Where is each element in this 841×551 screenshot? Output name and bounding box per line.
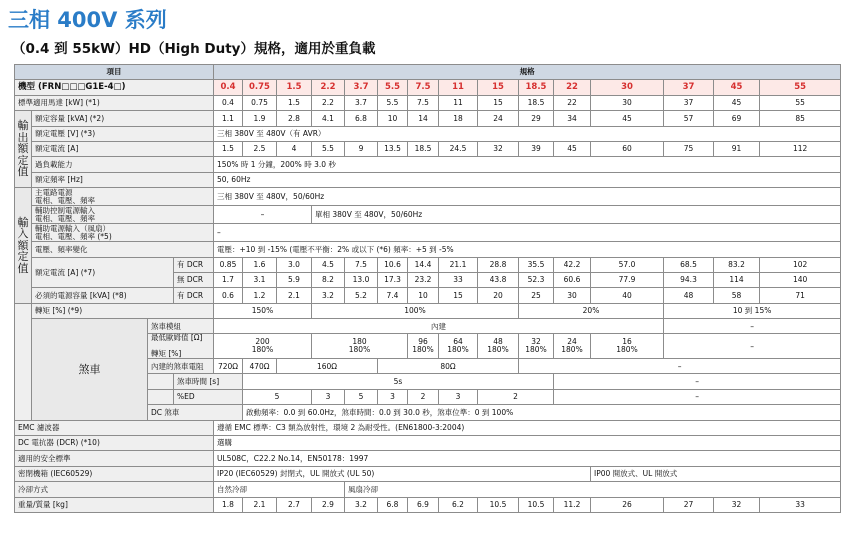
model-row — [15, 80, 841, 95]
output-capacity-cell: 18 — [439, 111, 478, 126]
output-capacity-cell: 6.8 — [345, 111, 378, 126]
weight-values-cell: 2.9 — [312, 497, 345, 512]
brake-dc-value: 啟動頻率：0.0 到 60.0Hz，煞車時間：0.0 到 30.0 秒，煞車位準：0 到 100% — [243, 405, 841, 420]
input-current-without_values-cell: 3.1 — [243, 272, 277, 287]
input-aux-value: 單相 380V 至 480V，50/60Hz — [312, 206, 841, 224]
input-current-with_values-cell: 3.0 — [277, 257, 312, 272]
output-voltage-row — [15, 126, 841, 141]
model-cell: 0.75 — [243, 80, 277, 95]
output-capacity-cell: 29 — [519, 111, 554, 126]
resistor-dash: – — [519, 359, 841, 374]
output-overload-label: 過負載能力 — [32, 157, 214, 172]
output-current-cell: 91 — [714, 141, 760, 156]
output-capacity-cell: 2.8 — [277, 111, 312, 126]
input-variation-value: 電壓：+10 到 -15% (電壓不平衡：2% 或以下 (*6) 頻率：+5 到 -5% — [214, 242, 841, 257]
dcr-without-label: 無 DCR — [174, 272, 214, 287]
braking-group-1: 200 180% — [214, 334, 312, 359]
brake-torque-value-2: 100% — [312, 303, 519, 318]
motor-label: 標準適用馬達 [kW] (*1) — [15, 95, 214, 110]
input-section-label: 輸入額定值 — [15, 188, 32, 304]
brake-transistor-dash: – — [664, 319, 841, 334]
input-fan-label: 輔助電源輸入（風扇） 電相、電壓、頻率 (*5) — [32, 224, 214, 242]
brake-transistor-value: 內建 — [214, 319, 664, 334]
enclosure-value-a: IP20 (IEC60529) 封閉式，UL 開放式 (UL 50) — [214, 466, 591, 481]
output-current-cell: 112 — [760, 141, 841, 156]
weight-values-cell: 6.9 — [408, 497, 439, 512]
input-power-values-cell: 30 — [554, 288, 591, 303]
motor-cell: 0.75 — [243, 95, 277, 110]
input-current-with_values-cell: 10.6 — [378, 257, 408, 272]
output-current-cell: 75 — [664, 141, 714, 156]
ed-value-6: 3 — [439, 389, 478, 404]
input-power-label: 必須的電源容量 [kVA] (*8) — [32, 288, 174, 303]
input-power-values-cell: 3.2 — [312, 288, 345, 303]
weight-values-cell: 10.5 — [519, 497, 554, 512]
ed-value-1: 5 — [243, 389, 312, 404]
output-capacity-label: 額定容量 [kVA] (*2) — [32, 111, 214, 126]
input-power-values-cell: 7.4 — [378, 288, 408, 303]
input-power-values-cell: 71 — [760, 288, 841, 303]
input-current-without_values-cell: 5.9 — [277, 272, 312, 287]
input-current-without_values-cell: 1.7 — [214, 272, 243, 287]
input-power-values-cell: 40 — [591, 288, 664, 303]
dcr-label: DC 電抗器 (DCR) (*10) — [15, 436, 214, 451]
input-current-with_values-cell: 14.4 — [408, 257, 439, 272]
braking-group-4: 64 180% — [439, 334, 478, 359]
input-current-with_values-cell: 35.5 — [519, 257, 554, 272]
weight-values-cell: 32 — [714, 497, 760, 512]
weight-values-cell: 2.7 — [277, 497, 312, 512]
model-cell: 3.7 — [345, 80, 378, 95]
input-current-without_values-cell: 8.2 — [312, 272, 345, 287]
input-power-values-cell: 0.6 — [214, 288, 243, 303]
input-current-without_values-cell: 33 — [439, 272, 478, 287]
model-cell: 0.4 — [214, 80, 243, 95]
output-capacity-cell: 85 — [760, 111, 841, 126]
enclosure-label: 密閉機箱 (IEC60529) — [15, 466, 214, 481]
ed-value-7: 2 — [478, 389, 554, 404]
motor-cell: 3.7 — [345, 95, 378, 110]
output-current-cell: 9 — [345, 141, 378, 156]
input-power-values-cell: 20 — [478, 288, 519, 303]
output-current-cell: 32 — [478, 141, 519, 156]
brake-minres-labels: 最低歐姆值 [Ω] 轉矩 [%] — [148, 334, 214, 359]
brake-transistor-row — [15, 319, 841, 334]
input-current-with_values-cell: 83.2 — [714, 257, 760, 272]
resistor-value-4: 80Ω — [378, 359, 519, 374]
input-power-values-cell: 25 — [519, 288, 554, 303]
brake-ed-label: %ED — [174, 389, 243, 404]
input-power-dcr: 有 DCR — [174, 288, 214, 303]
input-current-with_values-cell: 68.5 — [664, 257, 714, 272]
motor-cell: 11 — [439, 95, 478, 110]
output-capacity-cell: 10 — [378, 111, 408, 126]
brake-resistor-label: 內建的煞車電阻 — [148, 359, 214, 374]
model-label: 機型 (FRN□□□G1E-4□) — [15, 80, 214, 95]
input-current-with_values-cell: 4.5 — [312, 257, 345, 272]
weight-values-cell: 3.2 — [345, 497, 378, 512]
weight-values-cell: 6.8 — [378, 497, 408, 512]
resistor-value-1: 720Ω — [214, 359, 243, 374]
input-current-with_values-cell: 42.2 — [554, 257, 591, 272]
output-current-row — [15, 141, 841, 156]
weight-values-cell: 2.1 — [243, 497, 277, 512]
output-overload-value: 150% 時 1 分鐘，200% 時 3.0 秒 — [214, 157, 841, 172]
cooling-label: 冷卻方式 — [15, 482, 214, 497]
output-capacity-cell: 24 — [478, 111, 519, 126]
motor-cell: 15 — [478, 95, 519, 110]
braking-group-5: 48 180% — [478, 334, 519, 359]
input-power-values-cell: 2.1 — [277, 288, 312, 303]
input-current-with_values-cell: 1.6 — [243, 257, 277, 272]
motor-cell: 2.2 — [312, 95, 345, 110]
weight-values-cell: 33 — [760, 497, 841, 512]
braking-section-label: 煞車 — [32, 319, 148, 421]
input-power-values-cell: 5.2 — [345, 288, 378, 303]
output-capacity-cell: 4.1 — [312, 111, 345, 126]
input-main-value: 三相 380V 至 480V，50/60Hz — [214, 188, 841, 206]
enclosure-row — [15, 466, 841, 481]
brake-time-dash: – — [554, 374, 841, 389]
safety-value: UL508C，C22.2 No.14，EN50178：1997 — [214, 451, 841, 466]
spec-table — [14, 64, 841, 513]
input-current-without_values-cell: 52.3 — [519, 272, 554, 287]
model-cell: 18.5 — [519, 80, 554, 95]
output-current-cell: 24.5 — [439, 141, 478, 156]
input-power-row — [15, 288, 841, 303]
input-power-values-cell: 15 — [439, 288, 478, 303]
model-cell: 2.2 — [312, 80, 345, 95]
model-cell: 5.5 — [378, 80, 408, 95]
input-current-with_values-cell: 28.8 — [478, 257, 519, 272]
page-subtitle: （0.4 到 55kW）HD（High Duty）規格，適用於重負載 — [12, 41, 376, 57]
model-cell: 22 — [554, 80, 591, 95]
model-cell: 1.5 — [277, 80, 312, 95]
input-aux-row — [15, 206, 841, 224]
input-current-with-row — [15, 257, 841, 272]
weight-values-cell: 11.2 — [554, 497, 591, 512]
input-main-label: 主電路電源 電相、電壓、頻率 — [32, 188, 214, 206]
ed-value-5: 2 — [408, 389, 439, 404]
input-current-without_values-cell: 77.9 — [591, 272, 664, 287]
ed-value-2: 3 — [312, 389, 345, 404]
emc-value: 遵循 EMC 標準：C3 類為放射性，環境 2 為耐受性。(EN61800-3:2004) — [214, 420, 841, 435]
input-fan-value: – — [214, 224, 841, 242]
input-current-with_values-cell: 7.5 — [345, 257, 378, 272]
input-power-values-cell: 10 — [408, 288, 439, 303]
motor-cell: 37 — [664, 95, 714, 110]
cooling-row — [15, 482, 841, 497]
braking-group-dash: – — [664, 334, 841, 359]
input-variation-row — [15, 242, 841, 257]
braking-group-6: 32 180% — [519, 334, 554, 359]
page-title: 三相 400V 系列 — [8, 8, 167, 32]
output-capacity-cell: 45 — [591, 111, 664, 126]
ed-dash: – — [554, 389, 841, 404]
motor-cell: 22 — [554, 95, 591, 110]
braking-group-2: 180 180% — [312, 334, 408, 359]
dcr-row — [15, 436, 841, 451]
weight-values-cell: 6.2 — [439, 497, 478, 512]
input-current-without_values-cell: 114 — [714, 272, 760, 287]
output-section-label: 輸出額定值 — [15, 111, 32, 188]
weight-label: 重量/質量 [kg] — [15, 497, 214, 512]
input-current-without_values-cell: 60.6 — [554, 272, 591, 287]
output-current-cell: 45 — [554, 141, 591, 156]
input-aux-label: 輔助控制電源輸入 電相、電壓、頻率 — [32, 206, 214, 224]
motor-row — [15, 95, 841, 110]
header-item: 項目 — [15, 65, 214, 80]
ed-value-4: 3 — [378, 389, 408, 404]
braking-group-8: 16 180% — [591, 334, 664, 359]
model-cell: 37 — [664, 80, 714, 95]
input-current-without_values-cell: 140 — [760, 272, 841, 287]
header-spec: 規格 — [214, 65, 841, 80]
motor-cell: 1.5 — [277, 95, 312, 110]
output-capacity-cell: 1.1 — [214, 111, 243, 126]
model-cell: 15 — [478, 80, 519, 95]
motor-cell: 55 — [760, 95, 841, 110]
output-overload-row — [15, 157, 841, 172]
output-voltage-value: 三相 380V 至 480V（有 AVR） — [214, 126, 841, 141]
resistor-value-3: 160Ω — [277, 359, 378, 374]
input-power-values-cell: 58 — [714, 288, 760, 303]
emc-label: EMC 濾波器 — [15, 420, 214, 435]
output-current-cell: 13.5 — [378, 141, 408, 156]
brake-torque-value-3: 20% — [519, 303, 664, 318]
safety-row — [15, 451, 841, 466]
input-aux-dash: – — [214, 206, 312, 224]
cooling-value-b: 風扇冷卻 — [345, 482, 841, 497]
output-capacity-row — [15, 111, 841, 126]
input-variation-label: 電壓、頻率變化 — [32, 242, 214, 257]
motor-cell: 0.4 — [214, 95, 243, 110]
resistor-value-2: 470Ω — [243, 359, 277, 374]
input-current-without_values-cell: 43.8 — [478, 272, 519, 287]
safety-label: 適用的安全標準 — [15, 451, 214, 466]
weight-values-cell: 10.5 — [478, 497, 519, 512]
cooling-value-a: 自然冷卻 — [214, 482, 345, 497]
dcr-with-label: 有 DCR — [174, 257, 214, 272]
output-capacity-cell: 57 — [664, 111, 714, 126]
output-current-cell: 39 — [519, 141, 554, 156]
input-main-row — [15, 188, 841, 206]
input-power-values-cell: 48 — [664, 288, 714, 303]
motor-cell: 18.5 — [519, 95, 554, 110]
motor-cell: 7.5 — [408, 95, 439, 110]
output-freq-row — [15, 172, 841, 187]
output-capacity-cell: 14 — [408, 111, 439, 126]
output-freq-label: 額定頻率 [Hz] — [32, 172, 214, 187]
brake-transistor-label: 煞車模組 — [148, 319, 214, 334]
motor-cell: 5.5 — [378, 95, 408, 110]
input-power-values-cell: 1.2 — [243, 288, 277, 303]
weight-row — [15, 497, 841, 512]
input-current-label: 額定電流 [A] (*7) — [32, 257, 174, 288]
emc-row — [15, 420, 841, 435]
model-cell: 55 — [760, 80, 841, 95]
weight-values-cell: 27 — [664, 497, 714, 512]
output-current-cell: 18.5 — [408, 141, 439, 156]
input-current-with_values-cell: 0.85 — [214, 257, 243, 272]
input-current-without_values-cell: 17.3 — [378, 272, 408, 287]
output-capacity-cell: 34 — [554, 111, 591, 126]
input-fan-row — [15, 224, 841, 242]
enclosure-value-b: IP00 開放式、UL 開放式 — [591, 466, 841, 481]
model-cell: 30 — [591, 80, 664, 95]
brake-torque-row — [15, 303, 841, 318]
brake-torque-label: 轉矩 [%] (*9) — [32, 303, 214, 318]
braking-group-7: 24 180% — [554, 334, 591, 359]
braking-group-3: 96 180% — [408, 334, 439, 359]
output-current-cell: 60 — [591, 141, 664, 156]
header-row — [15, 65, 841, 80]
brake-dc-label: DC 煞車 — [148, 405, 243, 420]
output-freq-value: 50, 60Hz — [214, 172, 841, 187]
input-current-without_values-cell: 23.2 — [408, 272, 439, 287]
model-cell: 11 — [439, 80, 478, 95]
output-current-label: 額定電流 [A] — [32, 141, 214, 156]
input-current-with_values-cell: 57.0 — [591, 257, 664, 272]
input-current-without_values-cell: 94.3 — [664, 272, 714, 287]
brake-time-value: 5s — [243, 374, 554, 389]
model-cell: 7.5 — [408, 80, 439, 95]
output-capacity-cell: 1.9 — [243, 111, 277, 126]
output-current-cell: 5.5 — [312, 141, 345, 156]
output-current-cell: 1.5 — [214, 141, 243, 156]
brake-torque-value-4: 10 到 15% — [664, 303, 841, 318]
output-capacity-cell: 69 — [714, 111, 760, 126]
motor-cell: 45 — [714, 95, 760, 110]
brake-torque-value-1: 150% — [214, 303, 312, 318]
ed-value-3: 5 — [345, 389, 378, 404]
motor-cell: 30 — [591, 95, 664, 110]
dcr-value: 選購 — [214, 436, 841, 451]
brake-time-label: 煞車時間 [s] — [174, 374, 243, 389]
output-current-cell: 2.5 — [243, 141, 277, 156]
input-current-with_values-cell: 102 — [760, 257, 841, 272]
weight-values-cell: 26 — [591, 497, 664, 512]
output-voltage-label: 額定電壓 [V] (*3) — [32, 126, 214, 141]
output-current-cell: 4 — [277, 141, 312, 156]
model-cell: 45 — [714, 80, 760, 95]
weight-values-cell: 1.8 — [214, 497, 243, 512]
input-current-with_values-cell: 21.1 — [439, 257, 478, 272]
input-current-without_values-cell: 13.0 — [345, 272, 378, 287]
